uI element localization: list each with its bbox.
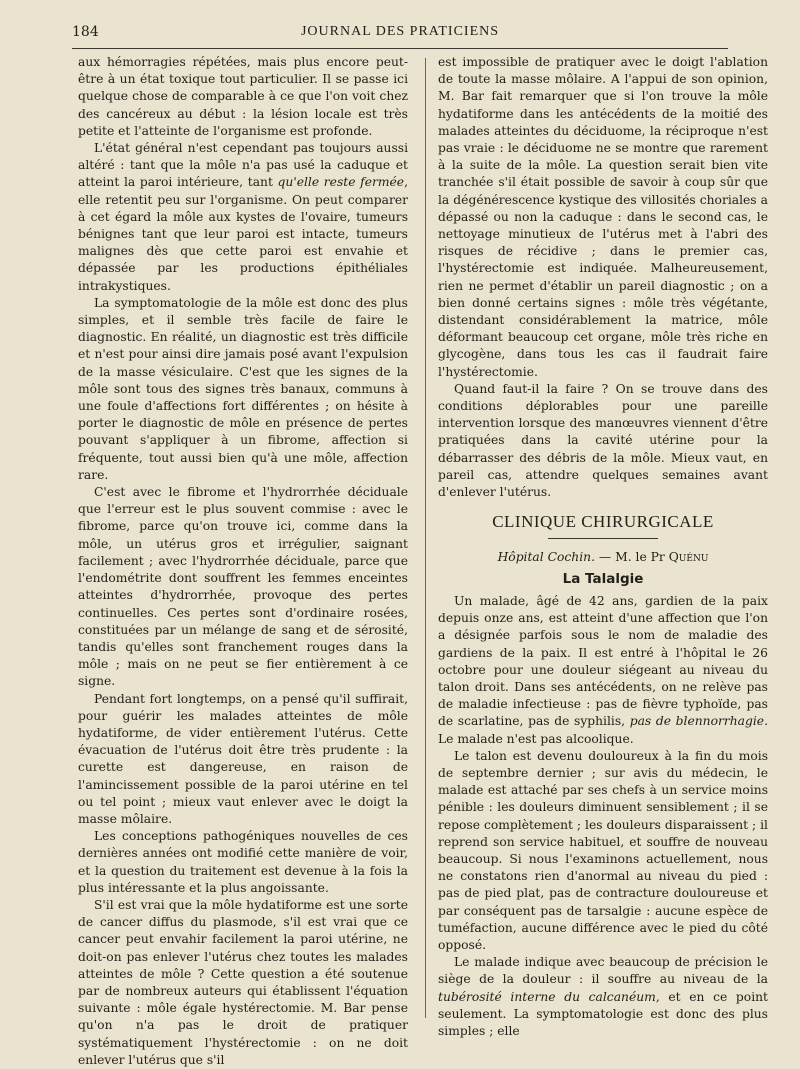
- paragraph: L'état général n'est cependant pas toujours aussi altéré : tant que la môle n'a pas usé la caduque et atteint la paroi intérieure, tant qu'elle reste fermée, elle retentit peu sur l'organisme. On peut comparer à cet égard la môle aux kystes de l'ovaire, tumeurs bénignes tant que leur paroi est intacte, tumeurs malignes dès que cette paroi est envahie et dépassée par les productions épithéliales intrakystiques.: [78, 141, 408, 293]
- paragraph: S'il est vrai que la môle hydatiforme est une sorte de cancer diffus du plasmode, s'il est vrai que ce cancer peut envahir facilement la paroi utérine, ne doit-on pas enlever l'utérus chez toutes les malades atteintes de môle ? Cette question a été soutenue par de nombreux auteurs qui établissent l'équation suivante : môle égale hystérectomie. M. Bar pense qu'on n'a pas le droit de pratiquer systématiquement l'hystérectomie : on ne doit enlever l'utérus que s'il: [78, 897, 408, 1067]
- column-divider: [425, 58, 426, 1018]
- paragraph: est impossible de pratiquer avec le doigt l'ablation de toute la masse môlaire. A l'appui de son opinion, M. Bar fait remarquer que si l'on trouve la môle hydatiforme dans les antécédents de la moitié des malades atteintes du déciduome, la réciproque n'est pas vraie : le déciduome ne se montre que rarement à la suite de la môle. La question serait bien vite tranchée s'il était possible de savoir à coup sûr que la dégénérescence kystique des villosités choriales a dépassé ou non la caduque : dans le second cas, le nettoyage minutieux de l'utérus met à l'abri des risques de récidive ; dans le premier cas, l'hystérectomie est indiquée. Malheureusement, rien ne permet d'établir un pareil diagnostic ; on a bien donné certains signes : môle très végétante, distendant considérablement la matrice, môle déformant beaucoup cet organe, môle très riche en glycogène, dans tous les cas il faudrait faire l'hystérectomie.: [438, 55, 768, 379]
- section-rule: [548, 538, 658, 539]
- paragraph: Le talon est devenu douloureux à la fin du mois de septembre dernier ; sur avis du médecin, le malade est attaché par ses chefs à un service moins pénible : les douleurs diminuent sensiblement ; il se repose complètement ; les douleurs disparaissent ; il reprend son service habituel, et souffre de nouveau beaucoup. Si nous l'examinons actuellement, nous ne constatons rien d'anormal au niveau du pied : pas de pied plat, pas de contracture douloureuse et par conséquent pas de tarsalgie : aucune espèce de tuméfaction, aucune différence avec le pied du côté opposé.: [438, 748, 768, 952]
- paragraph: Quand faut-il la faire ? On se trouve dans des conditions déplorables pour une pareille intervention lorsque des manœuvres viennent d'être pratiquées dans la cavité utérine pour la débarrasser des débris de la môle. Mieux vaut, en pareil cas, attendre quelques semaines avant d'enlever l'utérus.: [438, 381, 768, 500]
- section-title: CLINIQUE CHIRURGICALE: [492, 512, 714, 532]
- page-number: 184: [72, 24, 99, 40]
- journal-title: JOURNAL DES PRATICIENS: [300, 24, 500, 39]
- paragraph: Les conceptions pathogéniques nouvelles de ces dernières années ont modifié cette manière de voir, et la question du traitement est devenue à la fois la plus intéressante et la plus angoissante.: [78, 829, 408, 895]
- paragraph: aux hémorragies répétées, mais plus encore peut-être à un état toxique tout particulier. Il se passe ici quelque chose de comparable à ce que l'on voit chez des cancéreux au début : la lésion locale est très petite et l'atteinte de l'organisme est profonde.: [78, 55, 408, 138]
- right-column: [438, 54, 768, 1040]
- section-header: [438, 513, 768, 588]
- byline: Hôpital Cochin. — M. le Pr Quénu: [497, 550, 709, 565]
- paragraph: Le malade indique avec beaucoup de précision le siège de la douleur : il souffre au niveau de la tubérosité interne du calcanéum, et en ce point seulement. La symptomatologie est donc des plus simples ; elle: [438, 955, 768, 1038]
- paragraph: C'est avec le fibrome et l'hydrorrhée déciduale que l'erreur est le plus souvent commise : avec le fibrome, parce qu'on trouve ici, comme dans la môle, un utérus gros et irrégulier, saignant facilement ; avec l'hydrorrhée déciduale, parce que l'endométrite dont souffrent les femmes enceintes atteintes d'hydrorrhée, provoque des pertes continuelles. Ces pertes sont d'ordinaire rosées, constituées par un mélange de sang et de sérosité, tandis qu'elles sont franchement rouges dans la môle ; mais on ne peut se fier entièrement à ce signe.: [78, 485, 408, 689]
- paragraph: Pendant fort longtemps, on a pensé qu'il suffirait, pour guérir les malades atteintes de môle hydatiforme, de vider entièrement l'utérus. Cette évacuation de l'utérus doit être très prudente : la curette est dangereuse, en raison de l'amincissement possible de la paroi utérine en tel ou tel point ; mieux vaut enlever avec le doigt la masse môlaire.: [78, 691, 408, 826]
- article-title: La Talalgie: [562, 570, 644, 587]
- left-column: [78, 54, 408, 1069]
- page-header: [72, 22, 728, 49]
- paragraph: Un malade, âgé de 42 ans, gardien de la paix depuis onze ans, est atteint d'une affection que l'on a désignée parfois sous le nom de maladie des gardiens de la paix. Il est entré à l'hôpital le 26 octobre pour une douleur siégeant au niveau du talon droit. Dans ses antécédents, on ne relève pas de maladie infectieuse : pas de fièvre typhoïde, pas de scarlatine, pas de syphilis, pas de blennorrhagie. Le malade n'est pas alcoolique.: [438, 593, 768, 746]
- paragraph: La symptomatologie de la môle est donc des plus simples, et il semble très facile de faire le diagnostic. En réalité, un diagnostic est très difficile et n'est pour ainsi dire jamais posé avant l'expulsion de la masse vésiculaire. C'est que les signes de la môle sont tous des signes très banaux, communs à une foule d'affections fort différentes ; on hésite à porter le diagnostic de môle en présence de pertes pouvant s'appliquer à un fibrome, affection si fréquente, tout aussi bien qu'à une môle, affection rare.: [78, 295, 408, 482]
